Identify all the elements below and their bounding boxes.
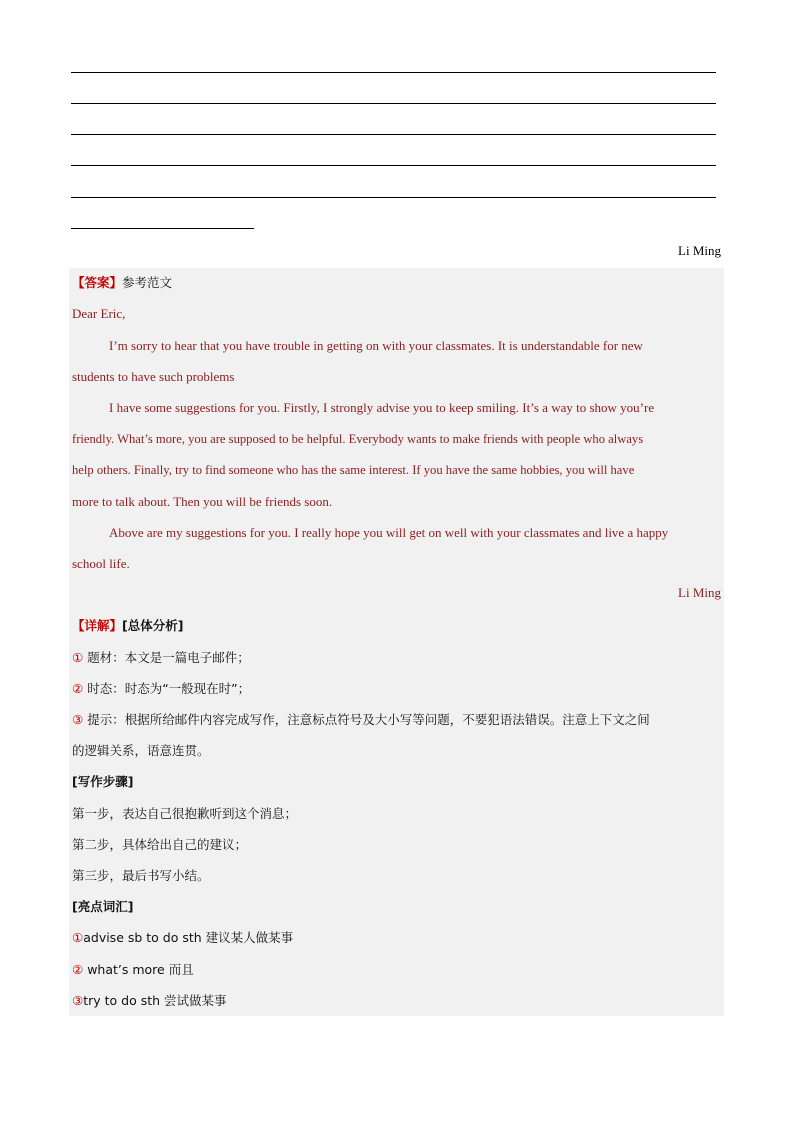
item-text: 题材：本文是一篇电子邮件； xyxy=(83,650,250,665)
step-3 xyxy=(72,866,722,886)
vocab-number: ③ xyxy=(72,993,84,1008)
vocab-item-2 xyxy=(72,960,722,980)
analysis-item-3-cont xyxy=(72,741,722,761)
paragraph-2-line: I have some suggestions for you. Firstly, I strongly advise you to keep smiling. It’s a way to show you’re xyxy=(109,400,655,415)
steps-title-text: [写作步骤] xyxy=(72,774,134,789)
overall-analysis-title: [总体分析] xyxy=(122,618,184,633)
step-text: 第三步，最后书写小结。 xyxy=(72,868,210,883)
steps-title xyxy=(72,772,722,792)
item-text: 时态：时态为“一般现在时”； xyxy=(83,681,251,696)
paragraph-2-line: friendly. What’s more, you are supposed to be helpful. Everybody wants to make friends with people who always xyxy=(72,432,644,446)
writing-line-short xyxy=(71,228,254,229)
analysis-item-2 xyxy=(72,679,722,699)
vocab-text: advise sb to do sth 建议某人做某事 xyxy=(83,930,294,945)
signature-top: Li Ming xyxy=(678,243,721,258)
answer-signature: Li Ming xyxy=(678,585,721,600)
vocab-number: ① xyxy=(72,930,84,945)
vocab-item-3 xyxy=(72,991,722,1011)
analysis-item-3 xyxy=(72,710,722,730)
step-1 xyxy=(72,804,722,824)
writing-line xyxy=(71,197,716,198)
item-text: 提示：根据所给邮件内容完成写作，注意标点符号及大小写等问题，不要犯语法错误。注意上下文之间 xyxy=(83,712,650,727)
analysis-heading xyxy=(72,616,722,636)
vocab-title xyxy=(72,897,722,917)
answer-label: 参考范文 xyxy=(122,275,173,290)
answer-tag: 【答案】 xyxy=(72,275,123,290)
step-2 xyxy=(72,835,722,855)
analysis-tag: 【详解】 xyxy=(72,618,123,633)
paragraph-1-line: I’m sorry to hear that you have trouble in getting on with your classmates. It is understandable for new xyxy=(109,338,643,353)
vocab-text: try to do sth 尝试做某事 xyxy=(83,993,227,1008)
item-number: ① xyxy=(72,650,84,665)
paragraph-3-line: school life. xyxy=(72,556,130,571)
analysis-item-1 xyxy=(72,648,722,668)
vocab-text: what’s more 而且 xyxy=(83,962,194,977)
vocab-title-text: [亮点词汇] xyxy=(72,899,134,914)
vocab-item-1 xyxy=(72,928,722,948)
writing-line xyxy=(71,165,716,166)
paragraph-2-line: more to talk about. Then you will be friends soon. xyxy=(72,494,333,509)
answer-heading xyxy=(72,273,722,293)
step-text: 第一步，表达自己很抱歉听到这个消息； xyxy=(72,806,298,821)
item-number: ③ xyxy=(72,712,84,727)
item-number: ② xyxy=(72,681,84,696)
salutation: Dear Eric, xyxy=(72,306,126,321)
step-text: 第二步，具体给出自己的建议； xyxy=(72,837,248,852)
vocab-number: ② xyxy=(72,962,84,977)
writing-line xyxy=(71,72,716,73)
writing-line xyxy=(71,103,716,104)
item-text: 的逻辑关系，语意连贯。 xyxy=(72,743,210,758)
writing-line xyxy=(71,134,716,135)
paragraph-1-line: students to have such problems xyxy=(72,369,235,384)
paragraph-2-line: help others. Finally, try to find someone who has the same interest. If you have the same hobbies, you will have xyxy=(72,463,635,477)
paragraph-3-line: Above are my suggestions for you. I really hope you will get on well with your classmates and live a happy xyxy=(109,525,669,540)
